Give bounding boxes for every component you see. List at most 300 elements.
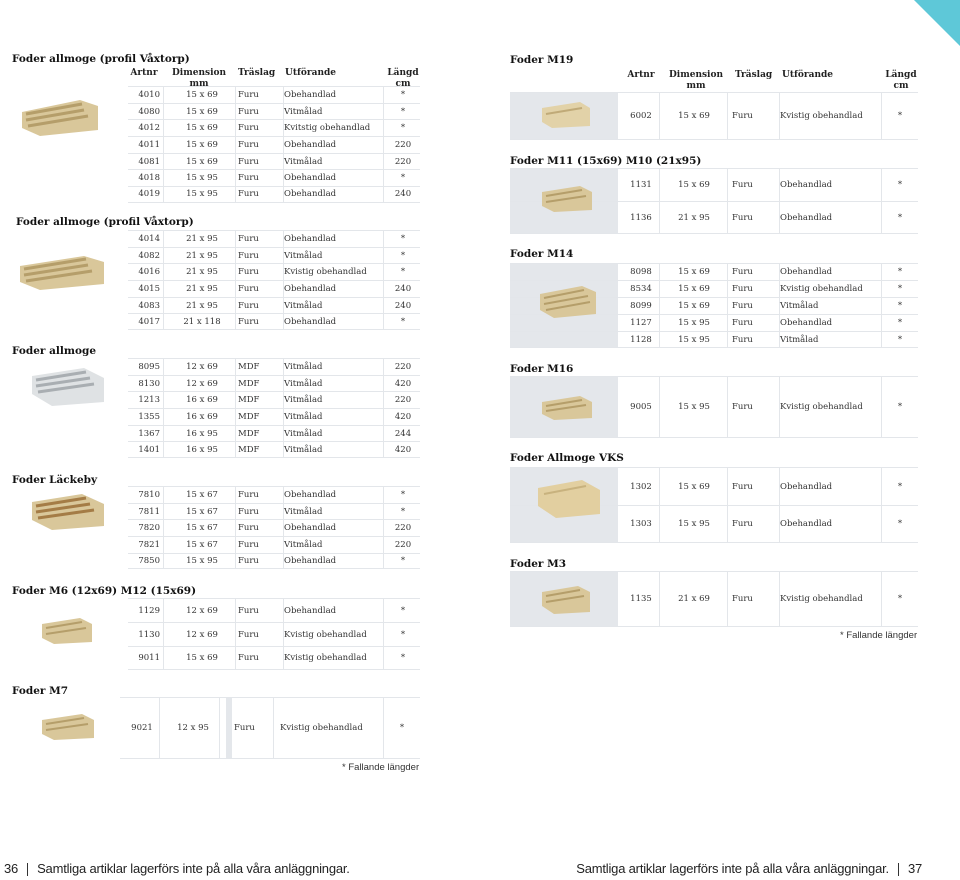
footer-left (4, 861, 350, 876)
utforande-cell: Obehandlad (284, 316, 337, 327)
column-divider (235, 554, 236, 569)
column-divider (235, 170, 236, 186)
moulding-profile-image (540, 184, 594, 214)
moulding-profile-image (28, 492, 106, 532)
langd-cell: * (897, 402, 903, 412)
divider (898, 863, 899, 876)
artnr-cell: 1136 (630, 212, 652, 223)
traslag-cell: MDF (238, 411, 260, 422)
section-title: Foder M7 (12, 685, 69, 697)
dimension-cell: 15 x 95 (678, 402, 710, 412)
artnr-cell: 9021 (131, 723, 153, 733)
traslag-cell: Furu (238, 156, 259, 167)
artnr-cell: 1128 (630, 334, 652, 345)
langd-cell: * (897, 318, 903, 328)
column-divider (163, 314, 164, 329)
artnr-cell: 8130 (138, 378, 160, 389)
column-divider (163, 623, 164, 646)
dimension-cell: 15 x 69 (186, 106, 218, 117)
column-divider (727, 332, 728, 347)
column-divider (383, 137, 384, 153)
column-divider (235, 248, 236, 264)
header-dimension: Dimension mm (668, 70, 724, 91)
column-divider (163, 187, 164, 202)
langd-cell: * (897, 481, 903, 492)
artnr-cell: 4080 (138, 106, 160, 117)
artnr-cell: 9005 (630, 402, 652, 412)
header-artnr: Artnr (130, 68, 158, 78)
column-divider (383, 426, 384, 442)
dimension-cell: 15 x 67 (186, 506, 218, 517)
column-divider (383, 170, 384, 186)
table-row (128, 598, 420, 622)
traslag-cell: Furu (234, 723, 255, 733)
section-title: Foder Läckeby (12, 474, 98, 486)
utforande-cell: Vitmålad (284, 106, 323, 117)
column-divider (235, 504, 236, 520)
column-divider (235, 537, 236, 553)
footer-text: Samtliga artiklar lagerförs inte på alla våra anläggningar. (576, 861, 889, 876)
corner-accent (914, 0, 960, 46)
dimension-cell: 15 x 69 (678, 180, 710, 190)
utforande-cell: Vitmålad (780, 334, 819, 345)
traslag-cell: Furu (238, 189, 259, 200)
utforande-cell: Obehandlad (780, 519, 833, 529)
column-divider (383, 104, 384, 120)
artnr-cell: 7811 (138, 506, 160, 517)
traslag-cell: Furu (732, 267, 753, 277)
divider (226, 698, 232, 758)
langd-cell: * (400, 89, 406, 100)
table-row (128, 425, 420, 442)
dimension-cell: 15 x 69 (678, 301, 710, 311)
footnote: * Fallande längder (840, 630, 918, 641)
table-row (128, 519, 420, 536)
langd-cell: 220 (394, 361, 412, 372)
section-title: Foder M6 (12x69) M12 (15x69) (12, 585, 197, 597)
utforande-cell: Obehandlad (780, 212, 833, 223)
column-divider (159, 698, 160, 758)
table-row (128, 297, 420, 314)
column-divider (727, 315, 728, 331)
traslag-cell: Furu (732, 519, 753, 529)
column-divider (235, 104, 236, 120)
dimension-cell: 15 x 69 (678, 111, 710, 121)
traslag-cell: Furu (238, 267, 259, 278)
table-row (128, 536, 420, 553)
artnr-cell: 4016 (138, 267, 160, 278)
dimension-cell: 15 x 67 (186, 489, 218, 500)
langd-cell: 244 (394, 428, 412, 439)
column-divider (235, 647, 236, 669)
column-divider (659, 281, 660, 297)
column-divider (235, 409, 236, 425)
dimension-cell: 15 x 69 (678, 284, 710, 294)
column-divider (163, 504, 164, 520)
table-s5 (128, 598, 420, 670)
traslag-cell: MDF (238, 428, 260, 439)
section-title: Foder allmoge (profil Våxtorp) (12, 53, 190, 65)
dimension-cell: 16 x 95 (186, 444, 218, 455)
column-divider (235, 87, 236, 103)
moulding-profile-image (540, 584, 592, 616)
column-divider (163, 647, 164, 669)
langd-cell: * (897, 267, 903, 277)
dimension-cell: 21 x 95 (186, 267, 218, 278)
langd-cell: * (400, 605, 406, 616)
artnr-cell: 1303 (630, 519, 652, 529)
dimension-cell: 16 x 95 (186, 428, 218, 439)
table-row (128, 230, 420, 247)
artnr-cell: 6002 (630, 111, 652, 121)
column-divider (163, 376, 164, 392)
dimension-cell: 21 x 95 (186, 250, 218, 261)
artnr-cell: 1355 (138, 411, 160, 422)
traslag-cell: Furu (238, 539, 259, 550)
artnr-cell: 9011 (138, 653, 160, 663)
column-divider (163, 442, 164, 457)
utforande-cell: Kvitstig obehandlad (284, 123, 371, 134)
header-artnr: Artnr (627, 70, 655, 80)
table-s3 (128, 358, 420, 458)
table-row (128, 622, 420, 646)
langd-cell: * (400, 489, 406, 500)
table-row (128, 441, 420, 458)
table-row (128, 86, 420, 103)
table-row (510, 331, 918, 348)
table-row (128, 103, 420, 120)
utforande-cell: Kvistig obehandlad (780, 594, 863, 604)
traslag-cell: Furu (732, 318, 753, 328)
traslag-cell: Furu (238, 283, 259, 294)
column-divider (727, 468, 728, 505)
utforande-cell: Obehandlad (284, 139, 337, 150)
table-row (510, 263, 918, 280)
table-row (128, 119, 420, 136)
column-divider (235, 520, 236, 536)
column-divider (163, 359, 164, 375)
langd-cell: * (897, 212, 903, 223)
column-divider (659, 506, 660, 542)
artnr-cell: 1127 (630, 318, 652, 328)
footer-right (576, 861, 922, 876)
dimension-cell: 15 x 69 (678, 267, 710, 277)
dimension-cell: 15 x 95 (678, 318, 710, 328)
header-traslag: Träslag (238, 68, 276, 78)
langd-cell: * (399, 723, 405, 733)
dimension-cell: 15 x 95 (186, 556, 218, 567)
langd-cell: * (897, 180, 903, 190)
column-divider (727, 298, 728, 314)
utforande-cell: Obehandlad (284, 523, 337, 534)
utforande-cell: Kvistig obehandlad (280, 723, 363, 733)
langd-cell: 220 (394, 523, 412, 534)
artnr-cell: 4081 (138, 156, 160, 167)
column-divider (235, 231, 236, 247)
utforande-cell: Kvistig obehandlad (284, 267, 367, 278)
traslag-cell: Furu (238, 489, 259, 500)
column-divider (163, 298, 164, 314)
traslag-cell: Furu (238, 139, 259, 150)
traslag-cell: Furu (238, 629, 259, 640)
dimension-cell: 15 x 95 (678, 519, 710, 529)
section-title: Foder M16 (510, 363, 574, 375)
column-divider (383, 154, 384, 170)
column-divider (383, 87, 384, 103)
moulding-profile-image (40, 616, 94, 646)
traslag-cell: Furu (238, 556, 259, 567)
langd-cell: * (400, 173, 406, 184)
langd-cell: * (400, 629, 406, 640)
table-s2 (128, 230, 420, 330)
column-divider (727, 506, 728, 542)
column-divider (235, 359, 236, 375)
dimension-cell: 21 x 69 (678, 594, 710, 604)
column-divider (163, 537, 164, 553)
dimension-cell: 12 x 69 (186, 361, 218, 372)
section-title: Foder M11 (15x69) M10 (21x95) (510, 155, 702, 167)
utforande-cell: Vitmålad (284, 300, 323, 311)
column-divider (163, 409, 164, 425)
traslag-cell: Furu (238, 106, 259, 117)
langd-cell: * (897, 301, 903, 311)
moulding-profile-image (18, 96, 100, 138)
column-divider (235, 154, 236, 170)
table-row (128, 136, 420, 153)
utforande-cell: Vitmålad (284, 428, 323, 439)
utforande-cell: Vitmålad (284, 506, 323, 517)
artnr-cell: 1131 (630, 180, 652, 190)
artnr-cell: 1367 (138, 428, 160, 439)
artnr-cell: 4015 (138, 283, 160, 294)
column-divider (727, 93, 728, 139)
artnr-cell: 4083 (138, 300, 160, 311)
langd-cell: * (400, 506, 406, 517)
utforande-cell: Obehandlad (284, 89, 337, 100)
page-number: 36 (4, 861, 19, 876)
table-row (128, 313, 420, 330)
moulding-profile-image (16, 252, 106, 292)
dimension-cell: 21 x 95 (186, 233, 218, 244)
utforande-cell: Obehandlad (780, 267, 833, 277)
table-row (128, 486, 420, 503)
column-divider (235, 376, 236, 392)
column-divider (383, 520, 384, 536)
column-divider (235, 298, 236, 314)
column-divider (659, 468, 660, 505)
column-divider (383, 298, 384, 314)
traslag-cell: Furu (732, 334, 753, 345)
traslag-cell: Furu (732, 301, 753, 311)
column-divider (659, 169, 660, 201)
artnr-cell: 7810 (138, 489, 160, 500)
image-cell (510, 264, 618, 280)
traslag-cell: Furu (732, 111, 753, 121)
traslag-cell: Furu (732, 594, 753, 604)
langd-cell: * (400, 123, 406, 134)
table-row (128, 646, 420, 670)
langd-cell: * (400, 267, 406, 278)
utforande-cell: Vitmålad (780, 301, 819, 311)
artnr-cell: 1213 (138, 395, 160, 406)
column-divider (163, 520, 164, 536)
dimension-cell: 15 x 95 (186, 189, 218, 200)
header-utforande: Utförande (285, 68, 337, 78)
column-divider (383, 376, 384, 392)
section-title: Foder allmoge (profil Våxtorp) (16, 216, 194, 228)
column-divider (727, 169, 728, 201)
traslag-cell: Furu (238, 523, 259, 534)
dimension-cell: 15 x 69 (186, 653, 218, 663)
column-divider (383, 248, 384, 264)
column-divider (163, 120, 164, 136)
utforande-cell: Vitmålad (284, 156, 323, 167)
artnr-cell: 1302 (630, 481, 652, 492)
column-divider (235, 187, 236, 202)
utforande-cell: Obehandlad (780, 318, 833, 328)
footer-text: Samtliga artiklar lagerförs inte på alla våra anläggningar. (37, 861, 350, 876)
utforande-cell: Obehandlad (284, 556, 337, 567)
column-divider (163, 554, 164, 569)
column-divider (163, 599, 164, 622)
moulding-profile-image (28, 366, 106, 408)
column-divider (235, 137, 236, 153)
column-divider (163, 231, 164, 247)
utforande-cell: Vitmålad (284, 539, 323, 550)
utforande-cell: Kvistig obehandlad (284, 653, 367, 663)
utforande-cell: Obehandlad (284, 605, 337, 616)
utforande-cell: Vitmålad (284, 250, 323, 261)
dimension-cell: 15 x 67 (186, 539, 218, 550)
traslag-cell: MDF (238, 378, 260, 389)
table-row (120, 697, 420, 759)
utforande-cell: Obehandlad (284, 283, 337, 294)
artnr-cell: 7850 (138, 556, 160, 567)
column-divider (383, 487, 384, 503)
table-row (128, 391, 420, 408)
langd-cell: * (897, 284, 903, 294)
dimension-cell: 15 x 95 (678, 334, 710, 345)
column-divider (235, 426, 236, 442)
table-row (128, 375, 420, 392)
column-divider (163, 426, 164, 442)
traslag-cell: Furu (732, 284, 753, 294)
utforande-cell: Obehandlad (780, 180, 833, 190)
dimension-cell: 15 x 67 (186, 523, 218, 534)
traslag-cell: Furu (732, 481, 753, 492)
column-divider (383, 392, 384, 408)
langd-cell: * (400, 316, 406, 327)
column-divider (659, 377, 660, 437)
column-divider (659, 332, 660, 347)
column-divider (163, 170, 164, 186)
column-divider (235, 599, 236, 622)
header-langd: Längd cm (387, 68, 419, 89)
section-title: Foder M19 (510, 54, 574, 66)
table-s1 (128, 86, 420, 203)
langd-cell: * (897, 111, 903, 121)
traslag-cell: MDF (238, 444, 260, 455)
dimension-cell: 16 x 69 (186, 395, 218, 406)
utforande-cell: Vitmålad (284, 361, 323, 372)
dimension-cell: 21 x 95 (186, 300, 218, 311)
traslag-cell: Furu (238, 316, 259, 327)
column-divider (383, 231, 384, 247)
column-divider (383, 537, 384, 553)
utforande-cell: Vitmålad (284, 395, 323, 406)
footnote: * Fallande längder (342, 762, 420, 773)
column-divider (383, 264, 384, 280)
artnr-cell: 1129 (138, 605, 160, 616)
moulding-profile-image (540, 100, 592, 130)
langd-cell: * (400, 233, 406, 244)
table-row (128, 247, 420, 264)
utforande-cell: Obehandlad (284, 189, 337, 200)
traslag-cell: Furu (238, 250, 259, 261)
column-divider (659, 264, 660, 280)
header-dimension: Dimension mm (172, 68, 227, 89)
langd-cell: * (400, 106, 406, 117)
langd-cell: * (400, 556, 406, 567)
utforande-cell: Kvistig obehandlad (780, 284, 863, 294)
table-row (128, 553, 420, 570)
langd-cell: 220 (394, 156, 412, 167)
table-row (128, 280, 420, 297)
table-row (128, 153, 420, 170)
moulding-profile-image (536, 478, 602, 520)
artnr-cell: 4082 (138, 250, 160, 261)
table-row (128, 263, 420, 280)
column-divider (163, 487, 164, 503)
langd-cell: 420 (394, 378, 412, 389)
column-divider (235, 392, 236, 408)
traslag-cell: Furu (732, 212, 753, 223)
artnr-cell: 7821 (138, 539, 160, 550)
page-number: 37 (907, 861, 922, 876)
langd-cell: 220 (394, 139, 412, 150)
langd-cell: * (897, 594, 903, 604)
column-divider (383, 623, 384, 646)
column-divider (163, 264, 164, 280)
traslag-cell: Furu (238, 89, 259, 100)
artnr-cell: 4018 (138, 173, 160, 184)
traslag-cell: Furu (238, 233, 259, 244)
column-divider (163, 154, 164, 170)
table-row (128, 169, 420, 186)
langd-cell: 420 (394, 444, 412, 455)
langd-cell: 240 (394, 283, 412, 294)
langd-cell: * (897, 334, 903, 345)
column-divider (727, 377, 728, 437)
utforande-cell: Kvistig obehandlad (284, 629, 367, 640)
column-divider (383, 314, 384, 329)
traslag-cell: Furu (238, 605, 259, 616)
column-divider (235, 314, 236, 329)
column-divider (727, 202, 728, 233)
column-divider (383, 504, 384, 520)
utforande-cell: Obehandlad (284, 489, 337, 500)
column-divider (383, 554, 384, 569)
column-divider (163, 87, 164, 103)
column-divider (235, 442, 236, 457)
traslag-cell: MDF (238, 395, 260, 406)
utforande-cell: Vitmålad (284, 411, 323, 422)
table-row (128, 408, 420, 425)
table-row (128, 358, 420, 375)
dimension-cell: 12 x 69 (186, 605, 218, 616)
langd-cell: * (400, 250, 406, 261)
dimension-cell: 15 x 95 (186, 173, 218, 184)
